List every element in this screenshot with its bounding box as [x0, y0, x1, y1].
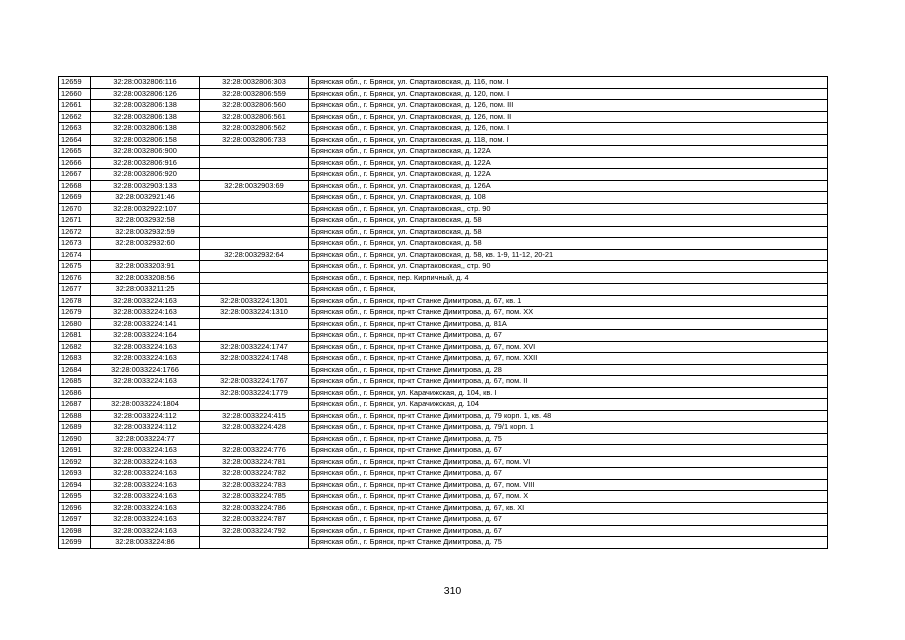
address-cell: Брянская обл., г. Брянск, пр-кт Станке Димитрова, д. 67 [309, 514, 828, 526]
address-cell: Брянская обл., г. Брянск, ул. Спартаковская, д. 58, кв. 1-9, 11-12, 20-21 [309, 249, 828, 261]
table-row [59, 399, 828, 411]
cadastral-number-cell: 32:28:0032806:916 [91, 157, 200, 169]
address-cell: Брянская обл., г. Брянск, пр-кт Станке Димитрова, д. 79/1 корп. 1 [309, 422, 828, 434]
object-cadastral-number-cell: 32:28:0032806:561 [200, 111, 309, 123]
object-cadastral-number-cell: 32:28:0033224:1747 [200, 341, 309, 353]
table-row [59, 100, 828, 112]
table-row [59, 330, 828, 342]
table-row [59, 272, 828, 284]
object-cadastral-number-cell: 32:28:0033224:1779 [200, 387, 309, 399]
cadastral-number-cell: 32:28:0033224:163 [91, 376, 200, 388]
address-cell: Брянская обл., г. Брянск, пр-кт Станке Димитрова, д. 75 [309, 433, 828, 445]
cadastral-number-cell: 32:28:0033224:141 [91, 318, 200, 330]
address-cell: Брянская обл., г. Брянск, ул. Спартаковская, д. 116, пом. I [309, 77, 828, 89]
address-cell: Брянская обл., г. Брянск, пр-кт Станке Димитрова, д. 67, кв. 1 [309, 295, 828, 307]
table-row [59, 238, 828, 250]
cadastral-number-cell: 32:28:0033224:163 [91, 468, 200, 480]
row-number-cell: 12690 [59, 433, 91, 445]
row-number-cell: 12673 [59, 238, 91, 250]
table-row [59, 203, 828, 215]
address-cell: Брянская обл., г. Брянск, пр-кт Станке Димитрова, д. 67, кв. XI [309, 502, 828, 514]
row-number-cell: 12694 [59, 479, 91, 491]
object-cadastral-number-cell [200, 215, 309, 227]
table-row [59, 157, 828, 169]
object-cadastral-number-cell: 32:28:0032903:69 [200, 180, 309, 192]
address-cell: Брянская обл., г. Брянск, пр-кт Станке Димитрова, д. 67, пом. X [309, 491, 828, 503]
row-number-cell: 12695 [59, 491, 91, 503]
cadastral-number-cell: 32:28:0032806:138 [91, 100, 200, 112]
row-number-cell: 12692 [59, 456, 91, 468]
table-row [59, 307, 828, 319]
table-row [59, 215, 828, 227]
cadastral-number-cell: 32:28:0033224:163 [91, 341, 200, 353]
table-row [59, 422, 828, 434]
table-row [59, 284, 828, 296]
registry-table-body [59, 77, 828, 549]
address-cell: Брянская обл., г. Брянск, [309, 284, 828, 296]
object-cadastral-number-cell [200, 537, 309, 549]
table-row [59, 537, 828, 549]
address-cell: Брянская обл., г. Брянск, ул. Карачижская, д. 104, кв. I [309, 387, 828, 399]
object-cadastral-number-cell [200, 284, 309, 296]
row-number-cell: 12684 [59, 364, 91, 376]
row-number-cell: 12675 [59, 261, 91, 273]
cadastral-number-cell: 32:28:0032903:133 [91, 180, 200, 192]
cadastral-number-cell: 32:28:0033224:112 [91, 422, 200, 434]
row-number-cell: 12664 [59, 134, 91, 146]
object-cadastral-number-cell [200, 364, 309, 376]
address-cell: Брянская обл., г. Брянск, ул. Спартаковская,, стр. 90 [309, 261, 828, 273]
object-cadastral-number-cell: 32:28:0033224:1748 [200, 353, 309, 365]
table-row [59, 376, 828, 388]
row-number-cell: 12686 [59, 387, 91, 399]
row-number-cell: 12679 [59, 307, 91, 319]
cadastral-number-cell [91, 387, 200, 399]
object-cadastral-number-cell: 32:28:0032806:562 [200, 123, 309, 135]
address-cell: Брянская обл., г. Брянск, пер. Кирпичный, д. 4 [309, 272, 828, 284]
table-row [59, 353, 828, 365]
object-cadastral-number-cell [200, 157, 309, 169]
page-number: 310 [443, 585, 462, 597]
table-row [59, 468, 828, 480]
address-cell: Брянская обл., г. Брянск, пр-кт Станке Димитрова, д. 67, пом. VI [309, 456, 828, 468]
object-cadastral-number-cell [200, 318, 309, 330]
address-cell: Брянская обл., г. Брянск, ул. Спартаковская, д. 126, пом. II [309, 111, 828, 123]
cadastral-number-cell: 32:28:0033208:56 [91, 272, 200, 284]
address-cell: Брянская обл., г. Брянск, ул. Спартаковская, д. 126, пом. III [309, 100, 828, 112]
object-cadastral-number-cell [200, 272, 309, 284]
object-cadastral-number-cell [200, 399, 309, 411]
row-number-cell: 12693 [59, 468, 91, 480]
object-cadastral-number-cell: 32:28:0033224:781 [200, 456, 309, 468]
row-number-cell: 12666 [59, 157, 91, 169]
cadastral-number-cell: 32:28:0032922:107 [91, 203, 200, 215]
object-cadastral-number-cell: 32:28:0033224:428 [200, 422, 309, 434]
row-number-cell: 12671 [59, 215, 91, 227]
cadastral-number-cell: 32:28:0032806:900 [91, 146, 200, 158]
row-number-cell: 12696 [59, 502, 91, 514]
address-cell: Брянская обл., г. Брянск, ул. Спартаковская, д. 120, пом. I [309, 88, 828, 100]
address-cell: Брянская обл., г. Брянск, пр-кт Станке Димитрова, д. 67 [309, 468, 828, 480]
address-cell: Брянская обл., г. Брянск, пр-кт Станке Димитрова, д. 79 корп. 1, кв. 48 [309, 410, 828, 422]
cadastral-number-cell: 32:28:0033224:163 [91, 479, 200, 491]
row-number-cell: 12672 [59, 226, 91, 238]
table-row [59, 502, 828, 514]
table-row [59, 491, 828, 503]
table-row [59, 88, 828, 100]
address-cell: Брянская обл., г. Брянск, пр-кт Станке Димитрова, д. 67 [309, 525, 828, 537]
row-number-cell: 12678 [59, 295, 91, 307]
address-cell: Брянская обл., г. Брянск, ул. Спартаковская, д. 126А [309, 180, 828, 192]
object-cadastral-number-cell: 32:28:0033224:776 [200, 445, 309, 457]
address-cell: Брянская обл., г. Брянск, пр-кт Станке Димитрова, д. 67, пом. XXII [309, 353, 828, 365]
address-cell: Брянская обл., г. Брянск, ул. Спартаковская, д. 122А [309, 146, 828, 158]
cadastral-number-cell: 32:28:0033224:163 [91, 502, 200, 514]
table-row [59, 410, 828, 422]
table-row [59, 180, 828, 192]
cadastral-number-cell: 32:28:0033224:163 [91, 514, 200, 526]
address-cell: Брянская обл., г. Брянск, пр-кт Станке Димитрова, д. 75 [309, 537, 828, 549]
address-cell: Брянская обл., г. Брянск, ул. Спартаковская, д. 122А [309, 157, 828, 169]
object-cadastral-number-cell [200, 203, 309, 215]
row-number-cell: 12687 [59, 399, 91, 411]
object-cadastral-number-cell [200, 226, 309, 238]
table-row [59, 261, 828, 273]
row-number-cell: 12697 [59, 514, 91, 526]
cadastral-number-cell: 32:28:0032806:116 [91, 77, 200, 89]
object-cadastral-number-cell [200, 238, 309, 250]
object-cadastral-number-cell [200, 169, 309, 181]
address-cell: Брянская обл., г. Брянск, ул. Спартаковская, д. 118, пом. I [309, 134, 828, 146]
table-row [59, 341, 828, 353]
row-number-cell: 12667 [59, 169, 91, 181]
cadastral-number-cell: 32:28:0032806:138 [91, 123, 200, 135]
address-cell: Брянская обл., г. Брянск, пр-кт Станке Димитрова, д. 67, пом. XVI [309, 341, 828, 353]
address-cell: Брянская обл., г. Брянск, пр-кт Станке Димитрова, д. 67, пом. VIII [309, 479, 828, 491]
object-cadastral-number-cell: 32:28:0033224:787 [200, 514, 309, 526]
cadastral-number-cell: 32:28:0032806:138 [91, 111, 200, 123]
table-row [59, 134, 828, 146]
cadastral-number-cell: 32:28:0033224:77 [91, 433, 200, 445]
table-row [59, 387, 828, 399]
cadastral-number-cell: 32:28:0032806:158 [91, 134, 200, 146]
table-row [59, 146, 828, 158]
table-row [59, 364, 828, 376]
table-row [59, 525, 828, 537]
object-cadastral-number-cell [200, 192, 309, 204]
row-number-cell: 12699 [59, 537, 91, 549]
table-row [59, 192, 828, 204]
cadastral-number-cell: 32:28:0033224:163 [91, 353, 200, 365]
object-cadastral-number-cell: 32:28:0033224:782 [200, 468, 309, 480]
object-cadastral-number-cell: 32:28:0033224:1767 [200, 376, 309, 388]
address-cell: Брянская обл., г. Брянск, ул. Карачижская, д. 104 [309, 399, 828, 411]
object-cadastral-number-cell: 32:28:0032806:733 [200, 134, 309, 146]
row-number-cell: 12670 [59, 203, 91, 215]
cadastral-number-cell: 32:28:0032921:46 [91, 192, 200, 204]
address-cell: Брянская обл., г. Брянск, пр-кт Станке Димитрова, д. 81А [309, 318, 828, 330]
cadastral-number-cell: 32:28:0033224:86 [91, 537, 200, 549]
table-row [59, 226, 828, 238]
address-cell: Брянская обл., г. Брянск, ул. Спартаковская, д. 122А [309, 169, 828, 181]
row-number-cell: 12688 [59, 410, 91, 422]
row-number-cell: 12668 [59, 180, 91, 192]
table-row [59, 479, 828, 491]
address-cell: Брянская обл., г. Брянск, пр-кт Станке Димитрова, д. 67, пом. II [309, 376, 828, 388]
table-row [59, 123, 828, 135]
address-cell: Брянская обл., г. Брянск, пр-кт Станке Димитрова, д. 28 [309, 364, 828, 376]
object-cadastral-number-cell: 32:28:0033224:786 [200, 502, 309, 514]
cadastral-number-cell: 32:28:0032932:59 [91, 226, 200, 238]
object-cadastral-number-cell: 32:28:0032932:64 [200, 249, 309, 261]
row-number-cell: 12689 [59, 422, 91, 434]
cadastral-number-cell: 32:28:0033224:163 [91, 491, 200, 503]
address-cell: Брянская обл., г. Брянск, ул. Спартаковская, д. 108 [309, 192, 828, 204]
object-cadastral-number-cell: 32:28:0032806:560 [200, 100, 309, 112]
object-cadastral-number-cell [200, 433, 309, 445]
table-row [59, 77, 828, 89]
cadastral-number-cell [91, 249, 200, 261]
row-number-cell: 12682 [59, 341, 91, 353]
address-cell: Брянская обл., г. Брянск, ул. Спартаковская, д. 58 [309, 238, 828, 250]
cadastral-number-cell: 32:28:0033224:163 [91, 456, 200, 468]
row-number-cell: 12665 [59, 146, 91, 158]
row-number-cell: 12660 [59, 88, 91, 100]
address-cell: Брянская обл., г. Брянск, ул. Спартаковская, д. 58 [309, 215, 828, 227]
row-number-cell: 12698 [59, 525, 91, 537]
address-cell: Брянская обл., г. Брянск, ул. Спартаковская, д. 58 [309, 226, 828, 238]
cadastral-number-cell: 32:28:0033224:112 [91, 410, 200, 422]
table-row [59, 433, 828, 445]
cadastral-number-cell: 32:28:0032932:58 [91, 215, 200, 227]
cadastral-number-cell: 32:28:0033224:163 [91, 295, 200, 307]
row-number-cell: 12676 [59, 272, 91, 284]
cadastral-number-cell: 32:28:0033224:1766 [91, 364, 200, 376]
cadastral-number-cell: 32:28:0033203:91 [91, 261, 200, 273]
object-cadastral-number-cell: 32:28:0032806:559 [200, 88, 309, 100]
row-number-cell: 12659 [59, 77, 91, 89]
object-cadastral-number-cell: 32:28:0033224:783 [200, 479, 309, 491]
cadastral-number-cell: 32:28:0032806:126 [91, 88, 200, 100]
object-cadastral-number-cell: 32:28:0033224:1310 [200, 307, 309, 319]
object-cadastral-number-cell [200, 330, 309, 342]
cadastral-number-cell: 32:28:0033211:25 [91, 284, 200, 296]
cadastral-number-cell: 32:28:0032806:920 [91, 169, 200, 181]
object-cadastral-number-cell [200, 146, 309, 158]
row-number-cell: 12677 [59, 284, 91, 296]
cadastral-number-cell: 32:28:0032932:60 [91, 238, 200, 250]
cadastral-number-cell: 32:28:0033224:163 [91, 525, 200, 537]
table-row [59, 169, 828, 181]
row-number-cell: 12669 [59, 192, 91, 204]
row-number-cell: 12680 [59, 318, 91, 330]
object-cadastral-number-cell: 32:28:0033224:1301 [200, 295, 309, 307]
cadastral-number-cell: 32:28:0033224:164 [91, 330, 200, 342]
cadastral-number-cell: 32:28:0033224:163 [91, 307, 200, 319]
object-cadastral-number-cell: 32:28:0033224:785 [200, 491, 309, 503]
table-row [59, 514, 828, 526]
table-row [59, 295, 828, 307]
address-cell: Брянская обл., г. Брянск, пр-кт Станке Димитрова, д. 67 [309, 330, 828, 342]
row-number-cell: 12661 [59, 100, 91, 112]
object-cadastral-number-cell [200, 261, 309, 273]
row-number-cell: 12685 [59, 376, 91, 388]
row-number-cell: 12681 [59, 330, 91, 342]
table-row [59, 111, 828, 123]
row-number-cell: 12663 [59, 123, 91, 135]
registry-table [58, 76, 828, 549]
table-row [59, 445, 828, 457]
row-number-cell: 12691 [59, 445, 91, 457]
address-cell: Брянская обл., г. Брянск, ул. Спартаковская,, стр. 90 [309, 203, 828, 215]
address-cell: Брянская обл., г. Брянск, пр-кт Станке Димитрова, д. 67, пом. XX [309, 307, 828, 319]
table-row [59, 318, 828, 330]
row-number-cell: 12674 [59, 249, 91, 261]
cadastral-number-cell: 32:28:0033224:1804 [91, 399, 200, 411]
table-row [59, 456, 828, 468]
row-number-cell: 12662 [59, 111, 91, 123]
table-row [59, 249, 828, 261]
object-cadastral-number-cell: 32:28:0032806:303 [200, 77, 309, 89]
cadastral-number-cell: 32:28:0033224:163 [91, 445, 200, 457]
address-cell: Брянская обл., г. Брянск, ул. Спартаковская, д. 126, пом. I [309, 123, 828, 135]
object-cadastral-number-cell: 32:28:0033224:415 [200, 410, 309, 422]
row-number-cell: 12683 [59, 353, 91, 365]
address-cell: Брянская обл., г. Брянск, пр-кт Станке Димитрова, д. 67 [309, 445, 828, 457]
object-cadastral-number-cell: 32:28:0033224:792 [200, 525, 309, 537]
